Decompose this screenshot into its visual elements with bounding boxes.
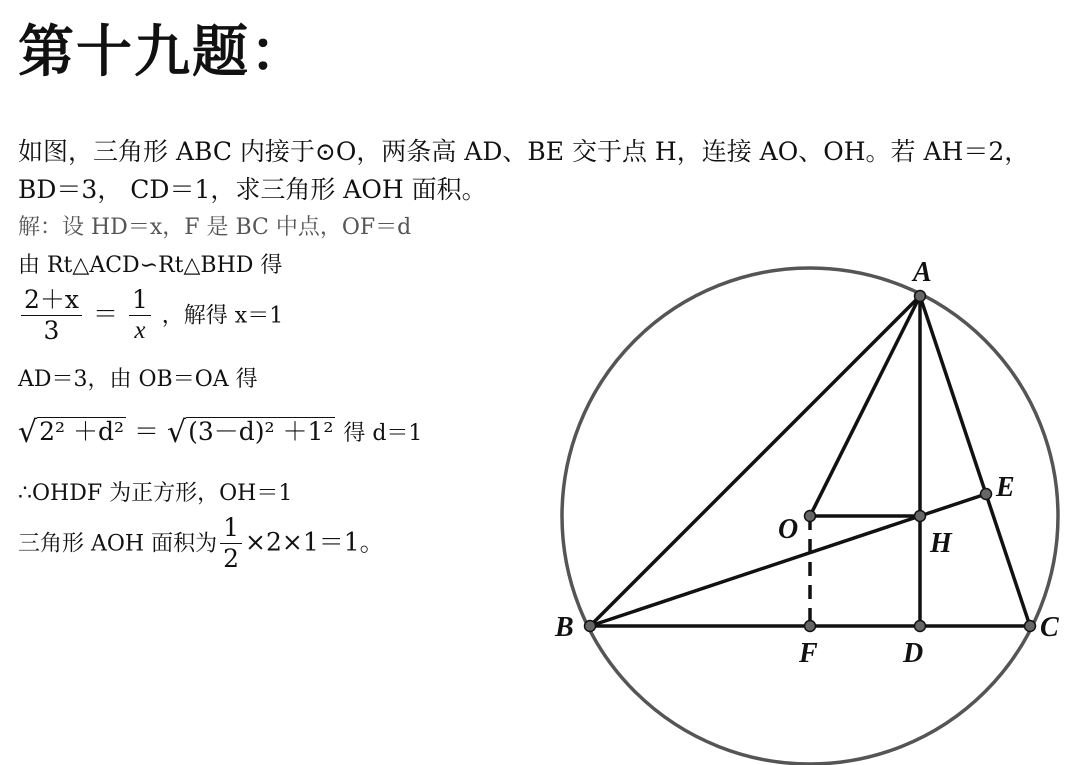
solution-text: 得 d＝1 — [343, 421, 423, 446]
solution-line-6: ∴OHDF 为正方形，OH＝1 — [18, 481, 293, 506]
point-f — [805, 621, 816, 632]
point-e — [981, 489, 992, 500]
solution-text: 三角形 AOH 面积为 — [18, 531, 218, 557]
label-o: O — [778, 514, 799, 545]
label-d: D — [903, 638, 924, 669]
segment-ao — [810, 296, 920, 516]
solution-line-4: AD＝3，由 OB＝OA 得 — [18, 367, 258, 392]
radicand-left: 2² ＋d² — [39, 417, 125, 446]
solution-text: ×2×1＝1。 — [245, 527, 385, 557]
point-a — [915, 291, 926, 302]
radicand-right: (3－d)² ＋1² — [188, 417, 334, 446]
label-a: A — [913, 257, 932, 288]
solution-line-2: 由 Rt△ACD∽Rt△BHD 得 — [18, 253, 283, 278]
problem-line-1: 如图，三角形 ABC 内接于⊙O，两条高 AD、BE 交于点 H，连接 AO、OH。若 AH＝2， — [18, 137, 1030, 166]
label-f: F — [799, 638, 818, 669]
label-e: E — [996, 472, 1015, 503]
equals-sign: ＝ — [133, 417, 159, 446]
segment-ac — [920, 296, 1030, 626]
solution-text: ，解得 x＝1 — [161, 303, 284, 329]
radical-sign: √ — [18, 415, 38, 450]
problem-line-2: BD＝3， CD＝1，求三角形 AOH 面积。 — [18, 175, 487, 204]
point-b — [585, 621, 596, 632]
label-c: C — [1040, 612, 1059, 643]
fraction-denominator: x — [134, 316, 146, 344]
segment-ab — [590, 296, 920, 626]
label-b: B — [555, 612, 574, 643]
radical-sign: √ — [166, 415, 187, 450]
page-title: 第十九题： — [18, 20, 308, 85]
label-h: H — [930, 528, 952, 559]
fraction-denominator: 3 — [43, 315, 60, 345]
point-o — [805, 511, 816, 522]
fraction-numerator: 1 — [129, 286, 151, 316]
point-d — [915, 621, 926, 632]
fraction-denominator: 2 — [223, 543, 240, 573]
point-c — [1025, 621, 1036, 632]
equals-sign: ＝ — [92, 299, 118, 329]
solution-line-1: 解：设 HD＝x，F 是 BC 中点，OF＝d — [18, 215, 412, 240]
point-h — [915, 511, 926, 522]
fraction-numerator: 1 — [220, 514, 242, 544]
fraction-numerator: 2＋x — [21, 286, 82, 316]
